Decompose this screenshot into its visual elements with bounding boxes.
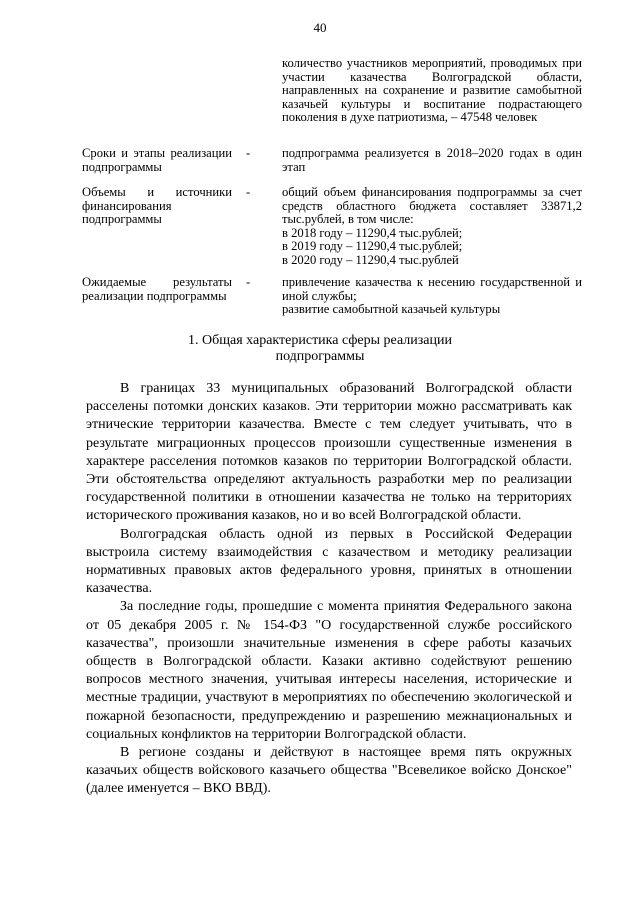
results-value-2: развитие самобытной казачьей культуры (282, 302, 501, 317)
page-number: 40 (313, 20, 327, 35)
body-text (86, 380, 572, 799)
funding-year-2018: в 2018 году – 11290,4 тыс.рублей; (282, 225, 463, 240)
results-value-1: привлечение казачества к несению государственной и иной службы; (282, 275, 582, 303)
results-value-block (282, 276, 582, 317)
section-title (120, 333, 520, 365)
funding-year-2019: в 2019 году – 11290,4 тыс.рублей; (282, 239, 463, 254)
paragraph-2: Волгоградская область одной из первых в Российской Федерации выстроила систему взаимодействия с казачеством и методику реализации нормативных правовых актов федерального уровня, принятых в отношении казачества. (86, 526, 572, 597)
section-title-line-1: 1. Общая характеристика сферы реализации (188, 333, 452, 348)
results-label: Ожидаемые результаты реализации подпрограммы (82, 275, 232, 303)
section-title-line-2: подпрограммы (275, 349, 365, 364)
funding-year-2020: в 2020 году – 11290,4 тыс.рублей (282, 252, 459, 267)
paragraph-3: За последние годы, прошедшие с момента принятия Федерального закона от 05 декабря 2005 г. № 154-ФЗ "О государственной службе российского казачества", произошли значительные изменения в сфере работы казачьих обществ в Волгоградской области. Казаки активно содействуют решению вопросов местного значения, учитывая интересы населения, исторические и местные традиции, участвуют в мероприятиях по обеспечению экологической и пожарной безопасности, предупреждению и разрешению межнациональных и социальных конфликтов на территории Волгоградской области. (86, 599, 572, 742)
funding-value: общий объем финансирования подпрограммы за счет средств областного бюджета составляет 33871,2 тыс.рублей, в том числе: (282, 185, 582, 227)
funding-value-block (282, 186, 582, 268)
participants-value: количество участников мероприятий, проводимых при участии казачества Волгоградской области, направленных на сохранение и развитие самобытной казачьей культуры и воспитание подрастающего поколения в духе патриотизма, – 47548 человек (282, 56, 582, 125)
terms-dash: - (246, 146, 251, 160)
results-dash: - (246, 275, 251, 289)
paragraph-1: В границах 33 муниципальных образований Волгоградской области расселены потомки донских казаков. Эти территории можно рассматривать как этнические территории казачества. Вместе с тем следует учитывать, что в результате миграционных процессов произошли существенные изменения в характере расселения потомков казаков по территории Волгоградской области. Эти обстоятельства определяют актуальность разработки мер по реализации государственной политики в отношении казачества не только на территориях исторического проживания казаков, но и во всей Волгоградской области. (86, 381, 572, 524)
paragraph-4: В регионе созданы и действуют в настоящее время пять окружных казачьих обществ войскового казачьего общества "Всевеликое войско Донское" (далее именуется – ВКО ВВД). (86, 745, 572, 797)
terms-label: Сроки и этапы реализации подпрограммы (82, 146, 232, 174)
terms-value: подпрограмма реализуется в 2018–2020 годах в один этап (282, 146, 582, 174)
funding-dash: - (246, 185, 251, 199)
funding-label: Объемы и источники финансирования подпрограммы (82, 185, 232, 227)
